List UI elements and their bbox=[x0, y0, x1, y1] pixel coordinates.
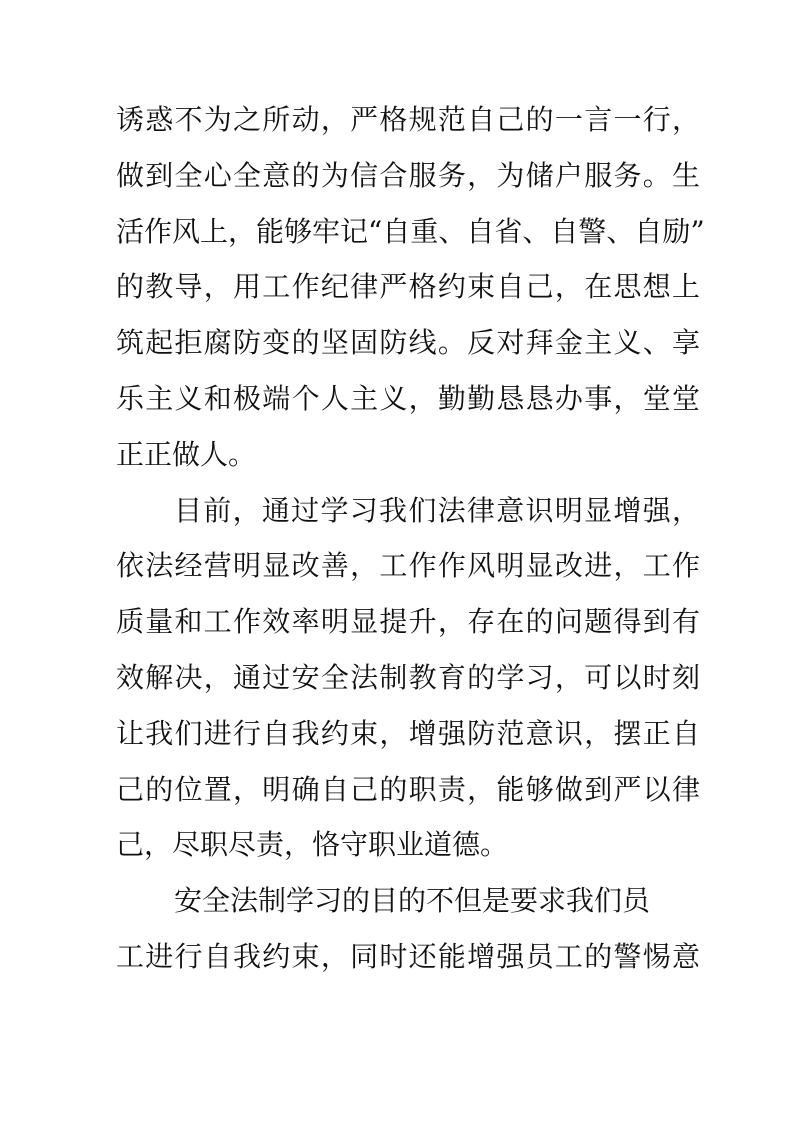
text-line: 的教导，用工作纪律严格约束自己，在思想上 bbox=[116, 270, 700, 304]
text-line: 安全法制学习的目的不但是要求我们员 bbox=[174, 884, 651, 918]
document-body bbox=[116, 92, 705, 985]
text-line: 活作风上，能够牢记“自重、自省、自警、自励” bbox=[116, 214, 705, 248]
text-line: 乐主义和极端个人主义，勤勤恳恳办事，堂堂 bbox=[116, 381, 700, 415]
text-line: 己的位置，明确自己的职责，能够做到严以律 bbox=[116, 772, 700, 806]
text-line: 做到全心全意的为信合服务，为储户服务。生 bbox=[116, 158, 700, 192]
text-line: 筑起拒腐防变的坚固防线。反对拜金主义、享 bbox=[116, 326, 700, 360]
text-line: 己，尽职尽责，恪守职业道德。 bbox=[116, 828, 509, 862]
paragraph-2 bbox=[116, 483, 700, 874]
text-line: 正正做人。 bbox=[116, 437, 257, 471]
text-line: 效解决，通过安全法制教育的学习，可以时刻 bbox=[116, 660, 700, 694]
text-line: 质量和工作效率明显提升，存在的问题得到有 bbox=[116, 605, 700, 639]
paragraph-3 bbox=[116, 873, 700, 985]
text-line: 工进行自我约束，同时还能增强员工的警惕意 bbox=[116, 939, 700, 973]
text-line: 目前，通过学习我们法律意识明显增强， bbox=[174, 493, 700, 527]
text-line: 依法经营明显改善，工作作风明显改进，工作 bbox=[116, 549, 700, 583]
paragraph-1 bbox=[116, 92, 705, 483]
text-line: 诱惑不为之所动，严格规范自己的一言一行， bbox=[116, 103, 700, 136]
text-line: 让我们进行自我约束，增强防范意识，摆正自 bbox=[116, 716, 700, 750]
